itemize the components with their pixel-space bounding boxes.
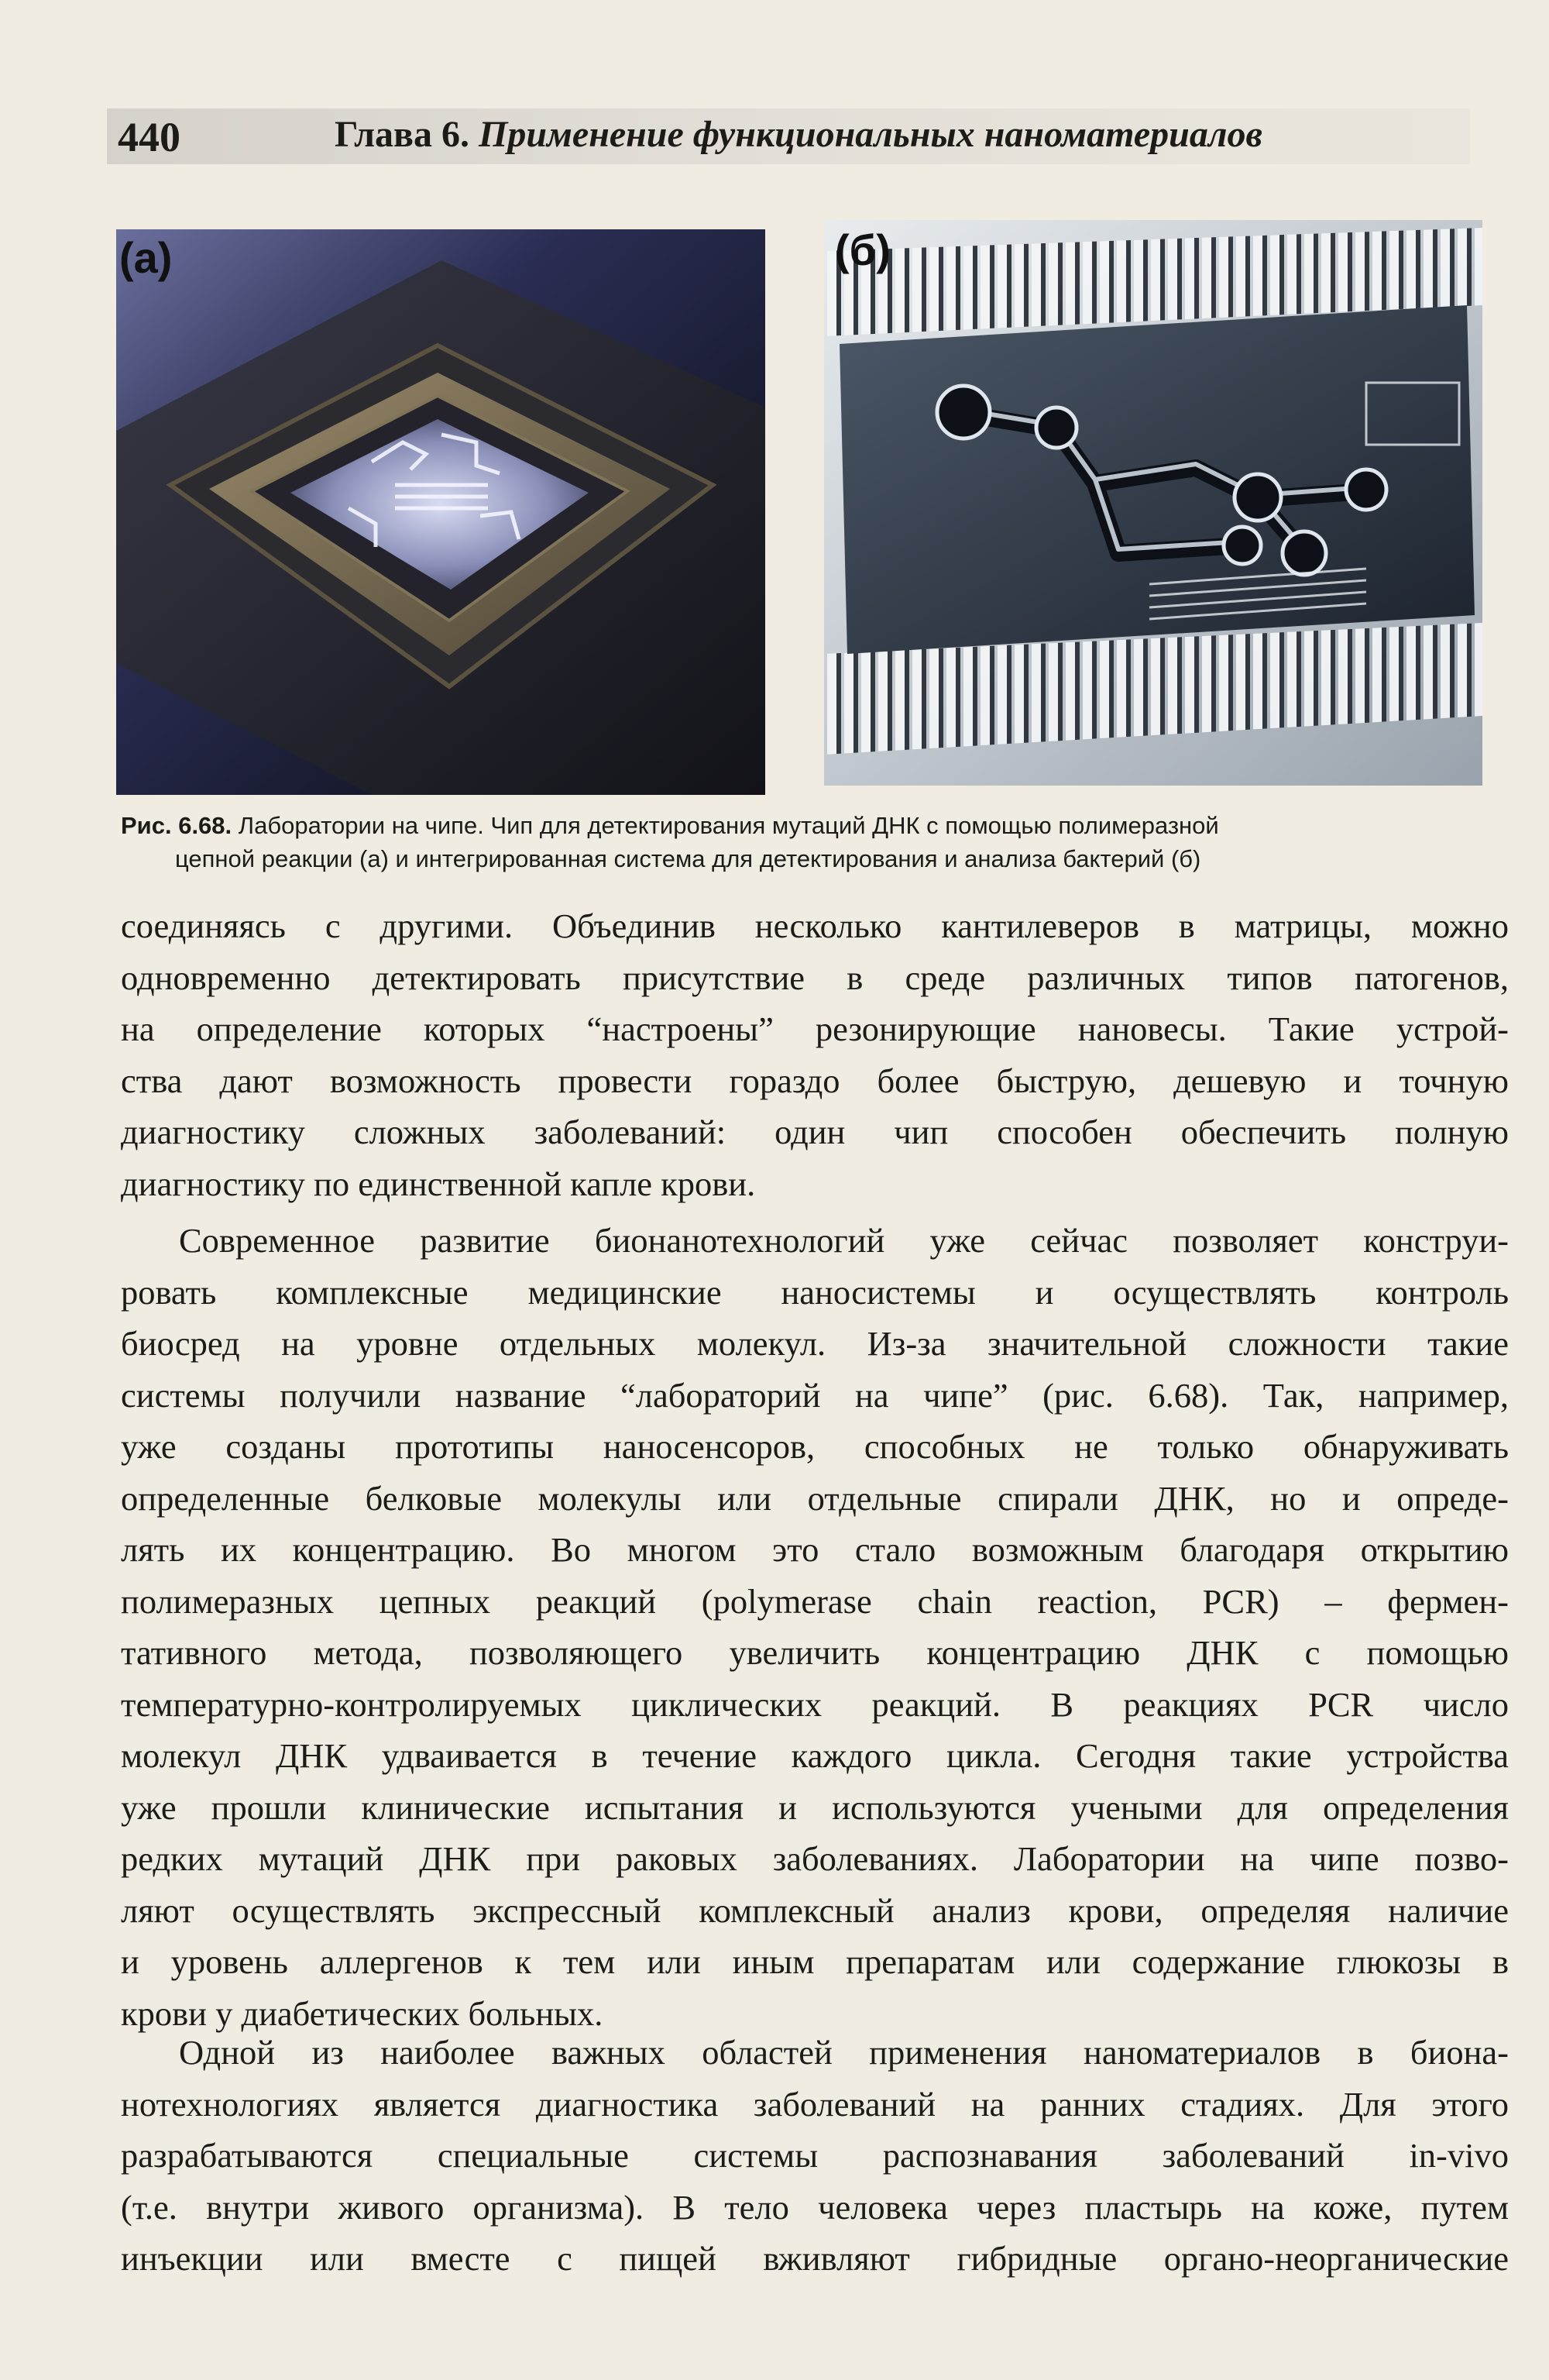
text-line: определенные белковые молекулы или отдельные спирали ДНК, но и опреде- [121, 1478, 1509, 1518]
caption-text-line1: Лаборатории на чипе. Чип для детектирования мутаций ДНК с помощью полимеразной [238, 812, 1219, 839]
text-line: редких мутаций ДНК при раковых заболеваниях. Лаборатории на чипе позво- [121, 1839, 1509, 1878]
text-line: полимеразных цепных реакций (polymerase chain reaction, PCR) – фермен- [121, 1581, 1509, 1621]
text-line: (т.е. внутри живого организма). В тело человека через пластырь на коже, путем [121, 2187, 1509, 2227]
chapter-prefix: Глава 6. [335, 114, 469, 155]
page-number: 440 [118, 114, 180, 160]
text-line: крови у диабетических больных. [121, 1993, 603, 2033]
figure-caption [121, 809, 1492, 875]
paragraph-2 [121, 1215, 1509, 2039]
text-line: диагностику сложных заболеваний: один чип способен обеспечить полную [121, 1113, 1509, 1151]
figure-photo-b-bacteria-chip [824, 220, 1482, 786]
chapter-title-text: Применение функциональных наноматериалов [478, 114, 1262, 155]
text-line: молекул ДНК удваивается в течение каждого цикла. Сегодня такие устройства [121, 1736, 1509, 1775]
text-line: биосред на уровне отдельных молекул. Из-за значительной сложности такие [121, 1324, 1509, 1363]
text-line: уже созданы прототипы наносенсоров, способных не только обнаруживать [121, 1427, 1509, 1466]
text-line: диагностику по единственной капле крови. [121, 1164, 756, 1203]
chip-illustration-a [116, 229, 765, 795]
paragraph-1 [121, 900, 1509, 1209]
caption-number: Рис. 6.68. [121, 812, 232, 839]
chip-illustration-b [824, 220, 1482, 786]
figure-photo-a-pcr-chip [116, 229, 765, 795]
text-line: на определение которых “настроены” резонирующие нановесы. Такие устрой- [121, 1009, 1509, 1048]
text-line: соединяясь с другими. Объединив несколько кантилеверов в матрицы, можно [121, 906, 1509, 945]
text-line: и уровень аллергенов к тем или иным препаратам или содержание глюкозы в [121, 1942, 1509, 1981]
caption-text-line2: цепной реакции (а) и интегрированная система для детектирования и анализа бактерий (б) [175, 845, 1201, 872]
text-line: температурно-контролируемых циклических реакций. В реакциях PCR число [121, 1684, 1509, 1724]
panel-label-b: (б) [835, 225, 891, 274]
text-line: нотехнологиях является диагностика заболеваний на ранних стадиях. Для этого [121, 2084, 1509, 2124]
text-line: Современное развитие бионанотехнологий уже сейчас позволяет конструи- [179, 1221, 1509, 1260]
paragraph-3 [121, 2027, 1509, 2285]
text-line: уже прошли клинические испытания и используются учеными для определения [121, 1787, 1509, 1827]
text-line: ровать комплексные медицинские наносистемы и осуществлять контроль [121, 1272, 1509, 1312]
text-line: лять их концентрацию. Во многом это стало возможным благодаря открытию [121, 1530, 1509, 1569]
text-line: ства дают возможность провести гораздо более быструю, дешевую и точную [121, 1061, 1509, 1100]
panel-label-a: (а) [119, 233, 173, 282]
text-line: Одной из наиболее важных областей применения наноматериалов в биона- [179, 2033, 1509, 2072]
text-line: ляют осуществлять экспрессный комплексный анализ крови, определяя наличие [121, 1890, 1509, 1930]
text-line: системы получили название “лабораторий на чипе” (рис. 6.68). Так, например, [121, 1375, 1509, 1415]
text-line: тативного метода, позволяющего увеличить концентрацию ДНК с помощью [121, 1633, 1509, 1672]
text-line: инъекции или вместе с пищей вживляют гибридные органо-неорганические [121, 2239, 1509, 2278]
chapter-title [335, 113, 1262, 156]
text-line: одновременно детектировать присутствие в среде различных типов патогенов, [121, 958, 1509, 997]
text-line: разрабатываются специальные системы распознавания заболеваний in-vivo [121, 2136, 1509, 2175]
